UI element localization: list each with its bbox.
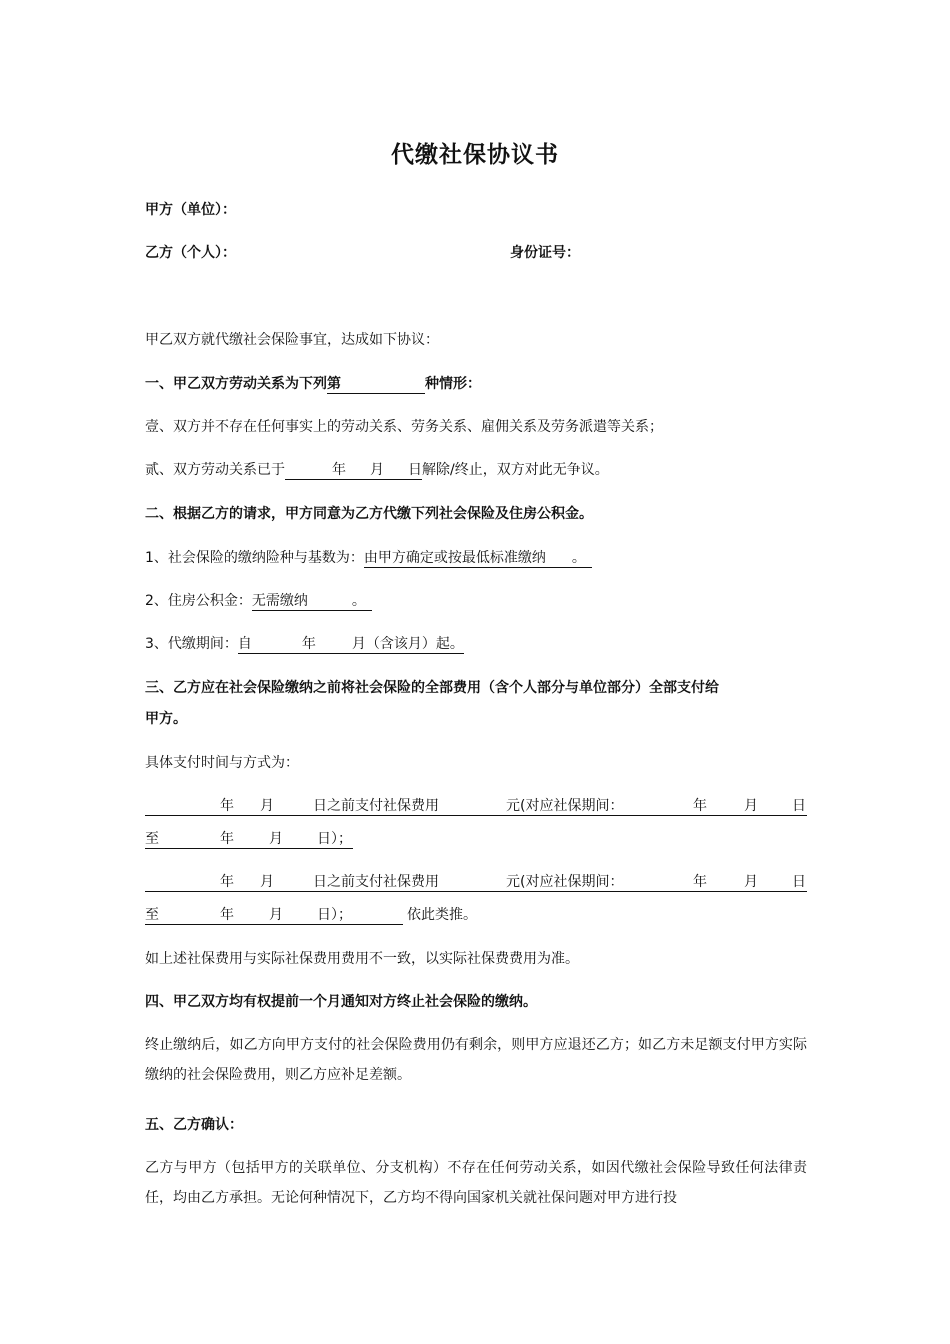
section-2-item-3 <box>145 635 464 654</box>
section-2-item-1 <box>145 549 592 568</box>
section-2-heading: 二、根据乙方的请求，甲方同意为乙方代缴下列社会保险及住房公积金。 <box>145 506 593 522</box>
section-1-heading <box>145 375 481 394</box>
item-3-month: 月（含该月）起。 <box>351 636 464 652</box>
pay2-before: 日之前支付社保费用 <box>313 874 439 890</box>
item-2-value: 无需缴纳 <box>251 593 308 609</box>
section-2-item-2 <box>145 592 372 611</box>
section-4-heading: 四、甲乙双方均有权提前一个月通知对方终止社会保险的缴纳。 <box>145 994 537 1010</box>
item-3-year: 年 <box>301 636 316 652</box>
section-5-heading: 五、乙方确认： <box>145 1117 243 1133</box>
pay1-month: 月 <box>260 798 274 814</box>
pay1-before: 日之前支付社保费用 <box>313 798 439 814</box>
pay2-period-day: 日 <box>792 874 806 890</box>
pay2-period-month: 月 <box>744 874 758 890</box>
case-b-post: 解除/终止，双方对此无争议。 <box>422 462 609 478</box>
payment-row-2a <box>145 873 807 892</box>
party-b-label: 乙方（个人）： <box>145 245 236 261</box>
case-b-pre: 贰、双方劳动关系已于 <box>145 462 285 478</box>
case-b-date-blank <box>285 461 422 480</box>
item-3-value-box <box>238 635 464 654</box>
section-1-case-b <box>145 461 609 480</box>
pay1-yuan: 元(对应社保期间： <box>506 798 624 814</box>
section-1-blank <box>327 375 425 394</box>
payment-row-2b <box>145 906 477 924</box>
pay1-year: 年 <box>220 798 234 814</box>
payment-row-1b <box>145 830 353 849</box>
section-1-di: 第 <box>327 376 341 392</box>
pay1-to: 至 <box>145 831 159 847</box>
section-5-body: 乙方与甲方（包括甲方的关联单位、分支机构）不存在任何劳动关系，如因代缴社会保险导致任何法律责任，均由乙方承担。无论何种情况下，乙方均不得向国家机关就社保问题对甲方进行投 <box>145 1160 807 1206</box>
party-a-label: 甲方（单位）： <box>145 202 236 218</box>
case-b-month: 月 <box>370 462 384 478</box>
section-1-case-a: 壹、双方并不存在任何事实上的劳动关系、劳务关系、雇佣关系及劳务派遣等关系； <box>145 419 663 435</box>
pay2-month: 月 <box>260 874 274 890</box>
pay2-to: 至 <box>145 907 159 923</box>
payment-row-1a <box>145 797 807 816</box>
document-title: 代缴社保协议书 <box>391 142 559 168</box>
item-2-value-box <box>252 592 372 611</box>
item-1-end: 。 <box>571 550 586 566</box>
item-1-value: 由甲方确定或按最低标准缴纳 <box>363 550 546 566</box>
section-3-line-1: 三、乙方应在社会保险缴纳之前将社会保险的全部费用（含个人部分与单位部分）全部支付给 <box>145 680 719 696</box>
intro-text: 甲乙双方就代缴社会保险事宜，达成如下协议： <box>145 332 439 348</box>
pay1-period-day: 日 <box>792 798 806 814</box>
item-2-end: 。 <box>351 593 366 609</box>
pay1-period-year: 年 <box>693 798 707 814</box>
case-b-year: 年 <box>332 462 346 478</box>
pay2-to-year: 年 <box>220 907 234 923</box>
payment-intro: 具体支付时间与方式为： <box>145 755 299 771</box>
pay1-period-month: 月 <box>744 798 758 814</box>
section-3-line-2: 甲方。 <box>145 711 187 727</box>
id-number-label: 身份证号： <box>510 245 580 261</box>
pay1-to-year: 年 <box>220 831 234 847</box>
pay2-close: 日）； <box>317 907 352 923</box>
pay2-to-month: 月 <box>269 907 283 923</box>
pay2-yuan: 元(对应社保期间： <box>506 874 624 890</box>
pay2-year: 年 <box>220 874 234 890</box>
case-b-day: 日 <box>408 462 422 478</box>
pay2-etc: 依此类推。 <box>407 907 477 923</box>
pay1-to-month: 月 <box>269 831 283 847</box>
item-2-label: 2、住房公积金： <box>145 593 252 609</box>
section-1-pre: 一、甲乙双方劳动关系为下列 <box>145 376 327 392</box>
pay1-close: 日）； <box>317 831 352 847</box>
section-4-body: 终止缴纳后，如乙方向甲方支付的社会保险费用仍有剩余，则甲方应退还乙方；如乙方未足额支付甲方实际缴纳的社会保险费用，则乙方应补足差额。 <box>145 1037 807 1083</box>
item-3-label: 3、代缴期间： <box>145 636 238 652</box>
item-1-value-box <box>364 549 592 568</box>
item-3-zi: 自 <box>237 636 252 652</box>
item-1-label: 1、社会保险的缴纳险种与基数为： <box>145 550 364 566</box>
section-1-post: 种情形： <box>425 376 481 392</box>
pay2-period-year: 年 <box>693 874 707 890</box>
fee-note: 如上述社保费用与实际社保费用费用不一致，以实际社保费费用为准。 <box>145 951 579 967</box>
